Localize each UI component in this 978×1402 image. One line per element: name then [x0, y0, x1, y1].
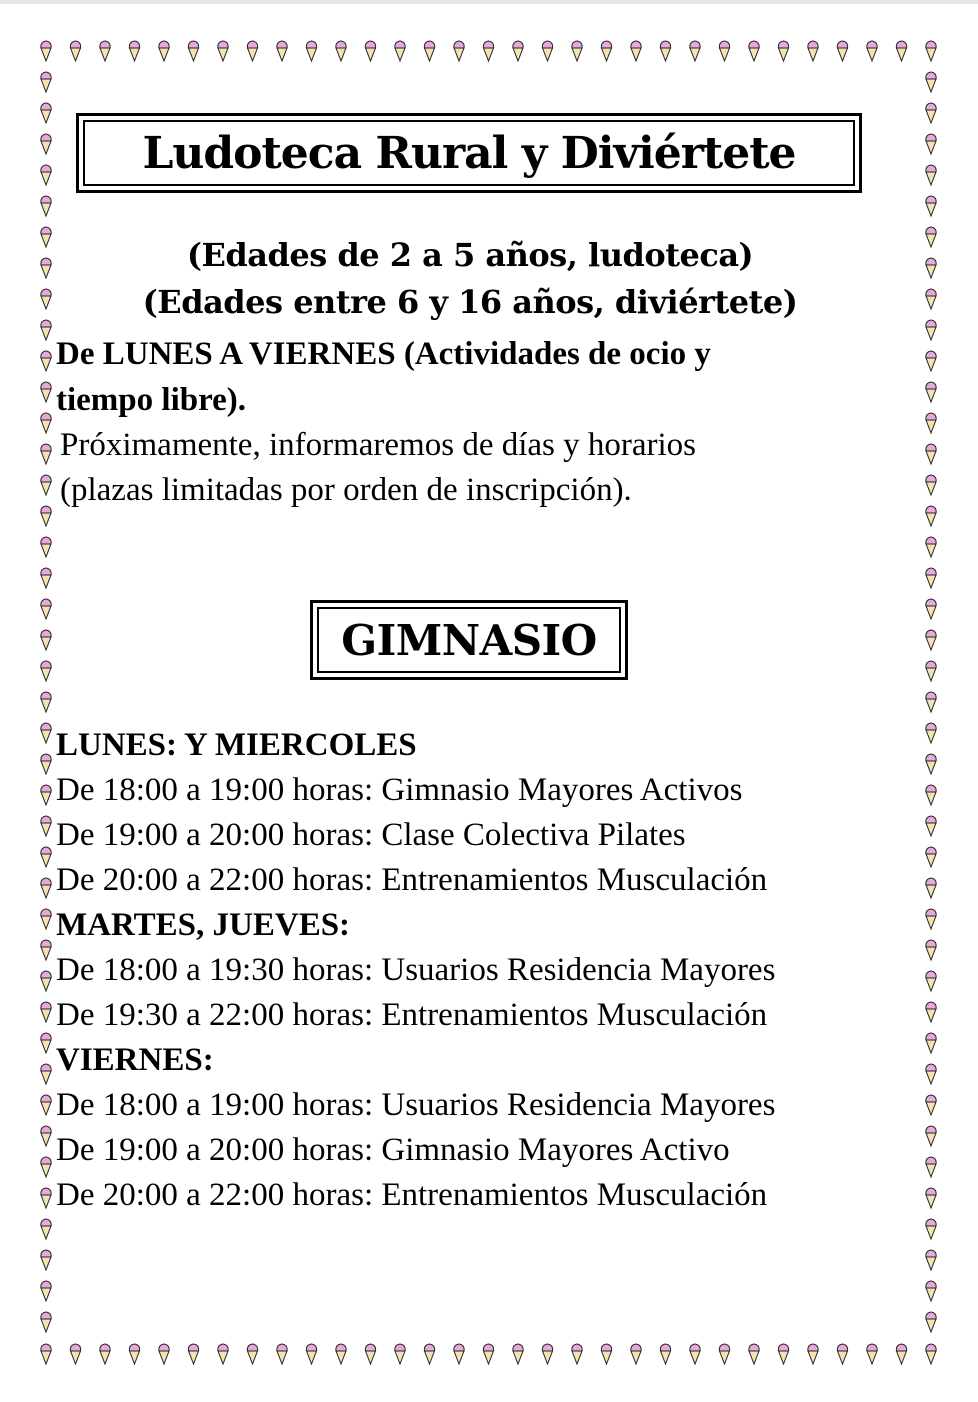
ice-cream-cone-icon	[41, 692, 51, 712]
ice-cream-cone-icon	[926, 1188, 936, 1208]
ice-cream-cone-icon	[41, 816, 51, 836]
ice-cream-cone-icon	[277, 1344, 287, 1364]
schedule-slot: De 19:00 a 20:00 horas: Gimnasio Mayores Activo	[56, 1132, 730, 1168]
ice-cream-cone-icon	[926, 1126, 936, 1146]
ice-cream-cone-icon	[926, 289, 936, 309]
ice-cream-cone-icon	[926, 661, 936, 681]
day-label-fri: VIERNES:	[56, 1042, 214, 1078]
ice-cream-cone-icon	[218, 41, 228, 61]
ice-cream-cone-icon	[41, 1281, 51, 1301]
ice-cream-cone-icon	[336, 41, 346, 61]
ice-cream-cone-icon	[395, 41, 405, 61]
ice-cream-cone-icon	[690, 41, 700, 61]
ice-cream-cone-icon	[41, 599, 51, 619]
ice-cream-cone-icon	[926, 475, 936, 495]
ice-cream-cone-icon	[159, 1344, 169, 1364]
ice-cream-cone-icon	[926, 568, 936, 588]
schedule-slot: De 20:00 a 22:00 horas: Entrenamientos Musculación	[56, 1177, 768, 1213]
ice-cream-cone-icon	[926, 1312, 936, 1332]
ice-cream-cone-icon	[926, 537, 936, 557]
ice-cream-cone-icon	[41, 1219, 51, 1239]
ice-cream-cone-icon	[926, 1250, 936, 1270]
ice-cream-cone-icon	[41, 1157, 51, 1177]
ice-cream-cone-icon	[926, 971, 936, 991]
schedule-slot: De 18:00 a 19:30 horas: Usuarios Residencia Mayores	[56, 952, 776, 988]
ice-cream-cone-icon	[41, 1188, 51, 1208]
ice-cream-cone-icon	[41, 320, 51, 340]
ice-cream-cone-icon	[660, 41, 670, 61]
ice-cream-cone-icon	[41, 1312, 51, 1332]
schedule-line-2: tiempo libre).	[56, 382, 247, 418]
ice-cream-cone-icon	[926, 196, 936, 216]
ice-cream-cone-icon	[41, 289, 51, 309]
ice-cream-cone-icon	[926, 165, 936, 185]
ice-cream-cone-icon	[41, 351, 51, 371]
ice-cream-cone-icon	[41, 568, 51, 588]
ice-cream-cone-icon	[41, 227, 51, 247]
ice-cream-cone-icon	[70, 41, 80, 61]
ice-cream-cone-icon	[41, 413, 51, 433]
ice-cream-cone-icon	[100, 41, 110, 61]
ice-cream-cone-icon	[41, 785, 51, 805]
ice-cream-cone-icon	[926, 72, 936, 92]
ice-cream-cone-icon	[41, 723, 51, 743]
ice-cream-cone-icon	[218, 1344, 228, 1364]
ice-cream-cone-icon	[808, 1344, 818, 1364]
ice-cream-cone-icon	[926, 320, 936, 340]
ice-cream-cone-icon	[808, 41, 818, 61]
ice-cream-cone-icon	[572, 1344, 582, 1364]
ice-cream-cone-icon	[926, 103, 936, 123]
ice-cream-cone-icon	[513, 41, 523, 61]
ice-cream-cone-icon	[867, 41, 877, 61]
ice-cream-cone-icon	[601, 1344, 611, 1364]
ice-cream-cone-icon	[867, 1344, 877, 1364]
ice-cream-cone-icon	[926, 1064, 936, 1084]
ice-cream-cone-icon	[896, 41, 906, 61]
ice-cream-cone-icon	[690, 1344, 700, 1364]
gimnasio-title: GIMNASIO	[317, 607, 621, 673]
ice-cream-cone-icon	[926, 382, 936, 402]
ice-cream-cone-icon	[41, 1095, 51, 1115]
ice-cream-cone-icon	[926, 816, 936, 836]
ice-cream-cone-icon	[277, 41, 287, 61]
ludoteca-title: Ludoteca Rural y Diviértete	[83, 120, 855, 186]
ice-cream-cone-icon	[41, 196, 51, 216]
day-label-tue-thu: MARTES, JUEVES:	[56, 907, 351, 943]
ice-cream-cone-icon	[926, 1281, 936, 1301]
schedule-slot: De 19:00 a 20:00 horas: Clase Colectiva Pilates	[56, 817, 686, 853]
ice-cream-cone-icon	[100, 1344, 110, 1364]
ice-cream-cone-icon	[926, 1344, 936, 1364]
ice-cream-cone-icon	[395, 1344, 405, 1364]
ice-cream-cone-icon	[926, 134, 936, 154]
ice-cream-cone-icon	[454, 1344, 464, 1364]
ice-cream-cone-icon	[41, 1064, 51, 1084]
ice-cream-cone-icon	[41, 909, 51, 929]
ice-cream-cone-icon	[129, 1344, 139, 1364]
ice-cream-cone-icon	[41, 1002, 51, 1022]
ice-cream-cone-icon	[601, 41, 611, 61]
ice-cream-cone-icon	[926, 692, 936, 712]
day-label-mon-wed: LUNES: Y MIERCOLES	[56, 727, 417, 763]
schedule-slot: De 19:30 a 22:00 horas: Entrenamientos Musculación	[56, 997, 768, 1033]
ice-cream-cone-icon	[159, 41, 169, 61]
ice-cream-cone-icon	[926, 1157, 936, 1177]
ages-line-1: (Edades de 2 a 5 años, ludoteca)	[186, 236, 754, 274]
ice-cream-cone-icon	[926, 227, 936, 247]
ice-cream-cone-icon	[837, 1344, 847, 1364]
ice-cream-cone-icon	[631, 41, 641, 61]
ice-cream-cone-icon	[306, 1344, 316, 1364]
ice-cream-cone-icon	[926, 599, 936, 619]
ice-cream-cone-icon	[247, 1344, 257, 1364]
ice-cream-cone-icon	[306, 41, 316, 61]
info-line-2: (plazas limitadas por orden de inscripción).	[60, 472, 632, 508]
ice-cream-cone-icon	[631, 1344, 641, 1364]
ice-cream-cone-icon	[837, 41, 847, 61]
ice-cream-cone-icon	[926, 785, 936, 805]
ice-cream-cone-icon	[41, 1344, 51, 1364]
ice-cream-cone-icon	[926, 630, 936, 650]
ice-cream-cone-icon	[513, 1344, 523, 1364]
ice-cream-cone-icon	[365, 41, 375, 61]
ice-cream-cone-icon	[424, 41, 434, 61]
ice-cream-cone-icon	[41, 754, 51, 774]
ice-cream-cone-icon	[41, 847, 51, 867]
ice-cream-cone-icon	[926, 878, 936, 898]
ice-cream-cone-icon	[926, 444, 936, 464]
ice-cream-cone-icon	[660, 1344, 670, 1364]
schedule-line-1: De LUNES A VIERNES (Actividades de ocio y	[56, 336, 711, 372]
ice-cream-cone-icon	[41, 940, 51, 960]
ice-cream-cone-icon	[41, 165, 51, 185]
ice-cream-cone-icon	[926, 723, 936, 743]
ice-cream-cone-icon	[483, 1344, 493, 1364]
ice-cream-cone-icon	[41, 537, 51, 557]
ice-cream-cone-icon	[719, 41, 729, 61]
ice-cream-cone-icon	[542, 41, 552, 61]
schedule-slot: De 18:00 a 19:00 horas: Usuarios Residencia Mayores	[56, 1087, 776, 1123]
gimnasio-title-box	[310, 600, 628, 680]
ice-cream-cone-icon	[188, 41, 198, 61]
ice-cream-cone-icon	[926, 940, 936, 960]
ice-cream-cone-icon	[41, 1250, 51, 1270]
ice-cream-cone-icon	[778, 41, 788, 61]
ice-cream-cone-icon	[896, 1344, 906, 1364]
ice-cream-cone-icon	[926, 1219, 936, 1239]
ice-cream-cone-icon	[926, 351, 936, 371]
ice-cream-cone-icon	[41, 1126, 51, 1146]
schedule-slot: De 20:00 a 22:00 horas: Entrenamientos Musculación	[56, 862, 768, 898]
ice-cream-cone-icon	[336, 1344, 346, 1364]
schedule-slot: De 18:00 a 19:00 horas: Gimnasio Mayores Activos	[56, 772, 743, 808]
ice-cream-cone-icon	[926, 1095, 936, 1115]
ice-cream-cone-icon	[188, 1344, 198, 1364]
ice-cream-cone-icon	[483, 41, 493, 61]
ice-cream-cone-icon	[70, 1344, 80, 1364]
ice-cream-cone-icon	[926, 1002, 936, 1022]
ice-cream-cone-icon	[719, 1344, 729, 1364]
ice-cream-cone-icon	[41, 41, 51, 61]
ice-cream-cone-icon	[41, 382, 51, 402]
ice-cream-cone-icon	[926, 413, 936, 433]
ice-cream-cone-icon	[572, 41, 582, 61]
ice-cream-cone-icon	[41, 661, 51, 681]
ice-cream-cone-icon	[41, 878, 51, 898]
ice-cream-cone-icon	[926, 506, 936, 526]
ice-cream-cone-icon	[424, 1344, 434, 1364]
ice-cream-cone-icon	[41, 103, 51, 123]
info-line-1: Próximamente, informaremos de días y horarios	[60, 427, 697, 463]
ice-cream-cone-icon	[926, 1033, 936, 1053]
ice-cream-cone-icon	[41, 72, 51, 92]
ice-cream-cone-icon	[926, 41, 936, 61]
ice-cream-cone-icon	[41, 444, 51, 464]
ice-cream-cone-icon	[749, 1344, 759, 1364]
ice-cream-cone-icon	[778, 1344, 788, 1364]
ice-cream-cone-icon	[454, 41, 464, 61]
ice-cream-cone-icon	[41, 506, 51, 526]
ice-cream-cone-icon	[129, 41, 139, 61]
ice-cream-cone-icon	[365, 1344, 375, 1364]
ice-cream-cone-icon	[926, 258, 936, 278]
ice-cream-cone-icon	[41, 971, 51, 991]
ice-cream-cone-icon	[247, 41, 257, 61]
ice-cream-cone-icon	[926, 847, 936, 867]
ages-line-2: (Edades entre 6 y 16 años, diviértete)	[142, 283, 798, 321]
ice-cream-cone-icon	[41, 258, 51, 278]
ice-cream-cone-icon	[41, 134, 51, 154]
ice-cream-cone-icon	[926, 754, 936, 774]
ice-cream-cone-icon	[41, 630, 51, 650]
ice-cream-cone-icon	[41, 475, 51, 495]
ludoteca-title-box	[76, 113, 862, 193]
ice-cream-cone-icon	[926, 909, 936, 929]
ice-cream-cone-icon	[749, 41, 759, 61]
ice-cream-cone-icon	[41, 1033, 51, 1053]
ice-cream-cone-icon	[542, 1344, 552, 1364]
